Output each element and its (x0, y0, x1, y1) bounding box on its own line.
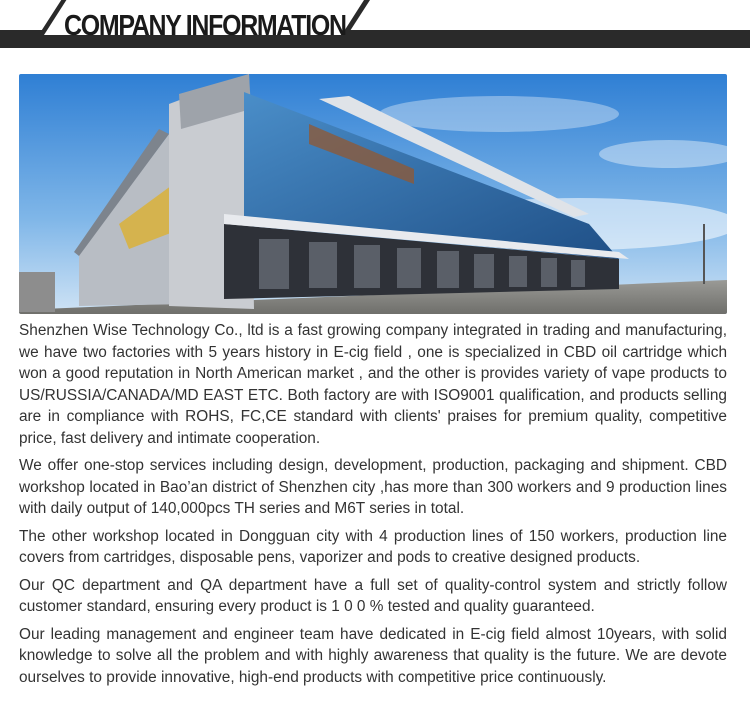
paragraph: Shenzhen Wise Technology Co., ltd is a fast growing company integrated in trading and manufacturing, we have two factories with 5 years history in E-cig field , one is specialized in CBD oil cartridge which won a good reputation in North American market , and the other is provides variety of vape products to US/RUSSIA/CANADA/MD EAST ETC. Both factory are with ISO9001 qualification, and products selling are in compliance with ROHS, FC,CE standard with clients' praises for premium quality, competitive price, fast delivery and intimate cooperation. (19, 322, 727, 447)
paragraph: Our leading management and engineer team have dedicated in E-cig field almost 10years, with solid knowledge to solve all the problem and with highly awareness that quality is the future. We are devote ourselves to provide innovative, high-end products with competitive price continuously. (19, 625, 727, 686)
company-description (19, 320, 727, 694)
section-title: COMPANY INFORMATION (64, 10, 346, 42)
paragraph: The other workshop located in Dongguan city with 4 production lines of 150 workers, production line covers from cartridges, disposable pens, vaporizer and pods to creative designed products. (19, 527, 727, 566)
paragraph: We offer one-stop services including design, development, production, packaging and shipment. CBD workshop located in Bao’an district of Shenzhen city ,has more than 300 workers and 9 production lines with daily output of 140,000pcs TH series and M6T series in total. (19, 457, 727, 517)
factory-building-photo (19, 74, 727, 314)
paragraph: Our QC department and QA department have a full set of quality-control system and strictly follow customer standard, ensuring every product is 1 0 0 % tested and quality guaranteed. (19, 576, 727, 615)
